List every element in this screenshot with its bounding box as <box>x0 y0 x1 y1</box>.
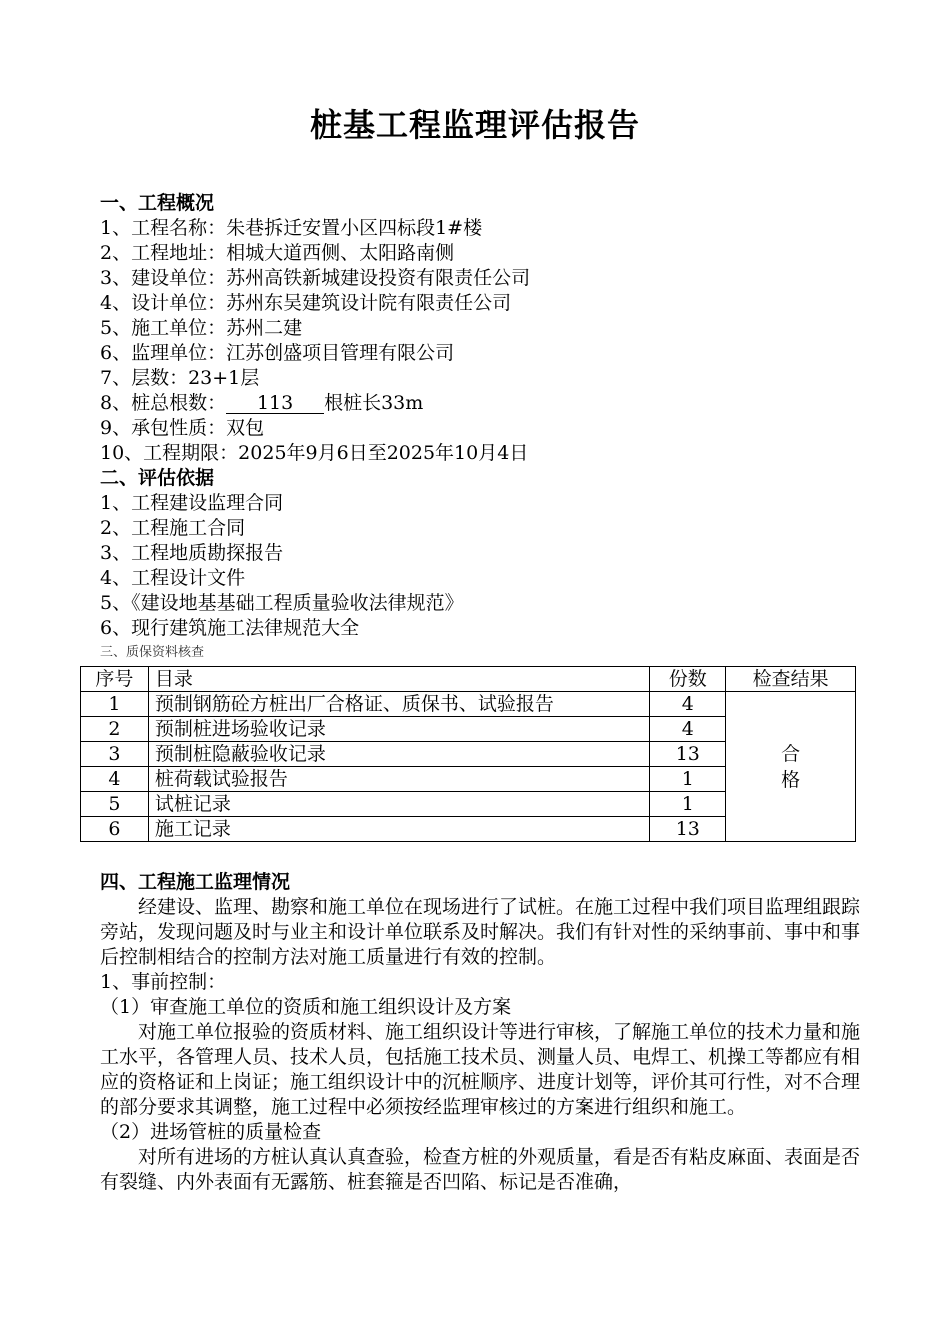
list-item: 4、设计单位：苏州东吴建筑设计院有限责任公司 <box>100 292 512 314</box>
list-item: 2、工程地址：相城大道西侧、太阳路南侧 <box>100 242 455 264</box>
body-paragraph: 经建设、监理、勘察和施工单位在现场进行了试桩。在施工过程中我们项目监理组跟踪旁站，发现问题及时与业主和设计单位联系及时解决。我们有针对性的采纳事前、事中和事后控制相结合的控制方法对施工质量进行有效的控制。 <box>100 896 861 968</box>
result-cell <box>726 692 856 842</box>
list-item: 10、工程期限：2025年9月6日至2025年10月4日 <box>100 442 529 464</box>
section-heading: 四、工程施工监理情况 <box>100 871 291 893</box>
row-count: 13 <box>650 817 726 842</box>
row-count: 4 <box>650 692 726 717</box>
quality-docs-table <box>80 666 856 842</box>
row-item: 施工记录 <box>148 817 650 842</box>
list-item: 3、建设单位：苏州高铁新城建设投资有限责任公司 <box>100 267 531 289</box>
row-item: 桩荷载试验报告 <box>148 767 650 792</box>
row-count: 1 <box>650 792 726 817</box>
table-header-row <box>81 667 856 692</box>
row-index: 4 <box>81 767 149 792</box>
pile-count-suffix: 根桩长33m <box>324 392 424 414</box>
list-item: 6、监理单位：江苏创盛项目管理有限公司 <box>100 342 455 364</box>
row-count: 1 <box>650 767 726 792</box>
pile-count-prefix: 8、桩总根数： <box>100 392 227 414</box>
section-supervision <box>100 870 862 1195</box>
row-index: 6 <box>81 817 149 842</box>
section-evaluation-basis <box>100 466 870 641</box>
report-title: 桩基工程监理评估报告 <box>309 106 640 144</box>
table-row <box>81 692 856 717</box>
row-item: 预制桩隐蔽验收记录 <box>148 742 650 767</box>
row-item: 试桩记录 <box>148 792 650 817</box>
row-index: 1 <box>81 692 149 717</box>
list-item: 1、工程建设监理合同 <box>100 492 284 514</box>
section-heading: 一、工程概况 <box>100 192 215 214</box>
body-paragraph: 对所有进场的方桩认真认真查验，检查方桩的外观质量，看是否有粘皮麻面、表面是否有裂缝、内外表面有无露筋、桩套箍是否凹陷、标记是否准确， <box>100 1146 861 1193</box>
row-count: 13 <box>650 742 726 767</box>
subheading: 1、事前控制： <box>100 971 227 993</box>
row-item: 预制桩进场验收记录 <box>148 717 650 742</box>
section-quality-docs <box>100 642 870 664</box>
header-cell: 目录 <box>148 667 650 692</box>
row-index: 5 <box>81 792 149 817</box>
list-item: 9、承包性质：双包 <box>100 417 265 439</box>
section-heading: 三、质保资料核查 <box>100 645 205 660</box>
header-cell: 份数 <box>650 667 726 692</box>
list-item: 2、工程施工合同 <box>100 517 246 539</box>
section-project-overview <box>100 191 870 466</box>
row-count: 4 <box>650 717 726 742</box>
body-paragraph: 对施工单位报验的资质材料、施工组织设计等进行审核，了解施工单位的技术力量和施工水平，各管理人员、技术人员，包括施工技术员、测量人员、电焊工、机操工等都应有相应的资格证和上岗证；施工组织设计中的沉桩顺序、进度计划等，评价其可行性，对不合理的部分要求其调整，施工过程中必须按经监理审核过的方案进行组织和施工。 <box>100 1021 861 1118</box>
header-cell: 序号 <box>81 667 149 692</box>
list-item: 3、工程地质勘探报告 <box>100 542 284 564</box>
list-item: 6、现行建筑施工法律规范大全 <box>100 617 360 639</box>
pile-count-value: 113 <box>226 393 324 414</box>
list-item: 1、工程名称：朱巷拆迁安置小区四标段1#楼 <box>100 217 483 239</box>
list-item: 7、层数：23+1层 <box>100 367 260 389</box>
row-item: 预制钢筋砼方桩出厂合格证、质保书、试验报告 <box>148 692 650 717</box>
result-text: 格 <box>781 768 801 791</box>
subheading: （2）进场管桩的质量检查 <box>100 1121 322 1143</box>
list-item: 5、施工单位：苏州二建 <box>100 317 303 339</box>
subheading: （1）审查施工单位的资质和施工组织设计及方案 <box>100 996 512 1018</box>
list-item: 4、工程设计文件 <box>100 567 246 589</box>
pile-count-line <box>100 391 870 416</box>
header-cell: 检查结果 <box>726 667 856 692</box>
section-heading: 二、评估依据 <box>100 467 215 489</box>
row-index: 2 <box>81 717 149 742</box>
result-text: 合 <box>781 742 801 765</box>
list-item: 5、《建设地基基础工程质量验收法律规范》 <box>100 592 464 614</box>
row-index: 3 <box>81 742 149 767</box>
